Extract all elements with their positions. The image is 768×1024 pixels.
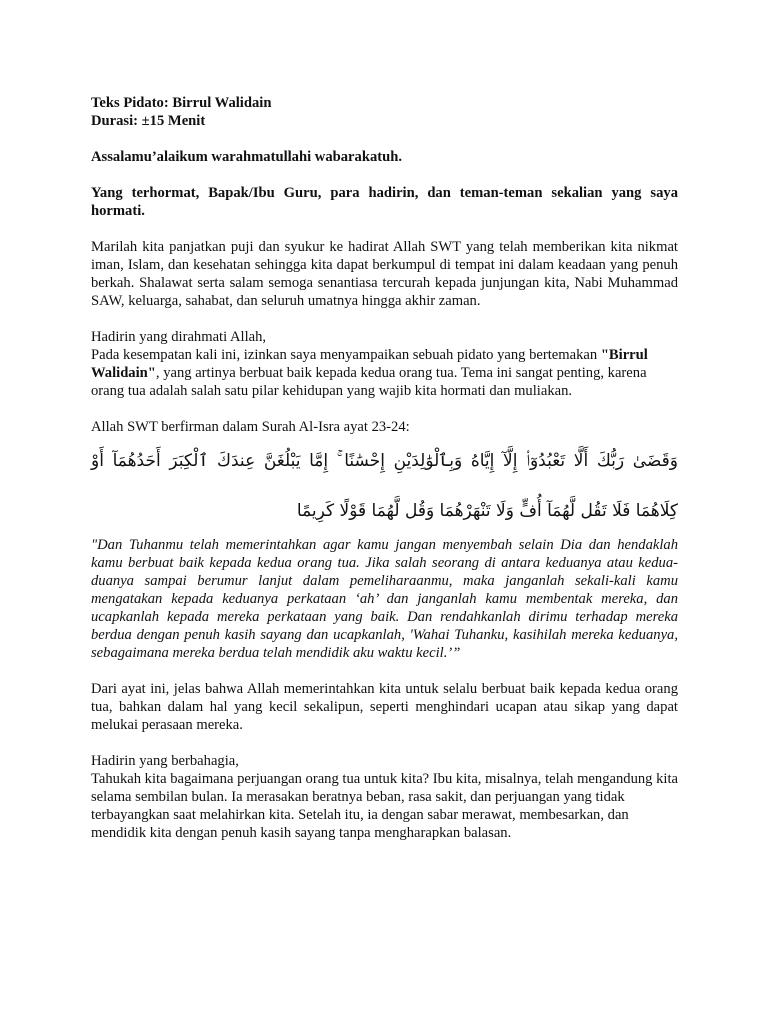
verse-intro: Allah SWT berfirman dalam Surah Al-Isra ayat 23-24: xyxy=(91,419,410,435)
intro-text-after: , yang artinya berbuat baik kepada kedua orang tua. Tema ini sangat penting, karena orang tua adalah salah satu pilar kehidupan yang wajib kita hormati dan muliakan. xyxy=(91,365,647,399)
struggle-address: Hadirin yang berbahagia, xyxy=(91,753,239,769)
opening-paragraph: Marilah kita panjatkan puji dan syukur ke hadirat Allah SWT yang telah memberikan kita nikmat iman, Islam, dan kesehatan sehingga kita dapat berkumpul di tempat ini dalam keadaan yang penuh berkah. Shalawat serta salam semoga senantiasa tercurah kepada junjungan kita, Nabi Muhammad SAW, keluarga, sahabat, dan seluruh umatnya hingga akhir zaman. xyxy=(91,239,678,309)
document-title: Teks Pidato: Birrul Walidain xyxy=(91,95,272,111)
verse-explanation: Dari ayat ini, jelas bahwa Allah memerintahkan kita untuk selalu berbuat baik kepada kedua orang tua, bahkan dalam hal yang kecil sekalipun, seperti menghindari ucapan atau sikap yang dapat melukai perasaan mereka. xyxy=(91,681,678,733)
intro-theme: "Birrul Walidain" xyxy=(91,347,648,381)
document-page xyxy=(91,94,678,842)
verse-translation: "Dan Tuhanmu telah memerintahkan agar kamu jangan menyembah selain Dia dan hendaklah kamu berbuat baik kepada kedua orang tua. Jika salah seorang di antara keduanya atau kedua-duanya sampai berumur lanjut dalam pemeliharaanmu, maka janganlah sekali-kali kamu mengatakan kepada keduanya perkataan ‘ah’ dan janganlah kamu membentak mereka, dan ucapkanlah kepada mereka perkataan yang baik. Dan rendahkanlah dirimu terhadap mereka berdua dengan penuh kasih sayang dan ucapkanlah, 'Wahai Tuhanku, kasihilah mereka keduanya, sebagaimana mereka berdua telah mendidik aku waktu kecil.’” xyxy=(91,537,678,661)
document-duration: Durasi: ±15 Menit xyxy=(91,113,206,129)
intro-text-before: Pada kesempatan kali ini, izinkan saya menyampaikan sebuah pidato yang bertemakan xyxy=(91,347,601,363)
arabic-verse: وَقَضَىٰ رَبُّكَ أَلَّا تَعْبُدُوٓا۟ إِلَّآ إِيَّاهُ وَبِٱلْوَٰلِدَيْنِ إِحْسَٰنًا ۚ إِمَّا يَبْلُغَنَّ عِندَكَ ٱلْكِبَرَ أَحَدُهُمَآ أَوْ كِلَاهُمَا فَلَا تَقُل لَّهُمَآ أُفٍّ وَلَا تَنْهَرْهُمَا وَقُل لَّهُمَا قَوْلًا كَرِيمًا xyxy=(91,451,678,521)
salutation: Yang terhormat, Bapak/Ibu Guru, para hadirin, dan teman-teman sekalian yang saya hormati. xyxy=(91,185,678,219)
intro-paragraph xyxy=(91,346,678,400)
intro-address: Hadirin yang dirahmati Allah, xyxy=(91,329,267,345)
struggle-paragraph: Tahukah kita bagaimana perjuangan orang tua untuk kita? Ibu kita, misalnya, telah mengandung kita selama sembilan bulan. Ia merasakan beratnya beban, rasa sakit, dan perjuangan yang tidak terbayangkan saat melahirkan kita. Setelah itu, ia dengan sabar merawat, membesarkan, dan mendidik kita dengan penuh kasih sayang tanpa mengharapkan balasan. xyxy=(91,771,678,841)
greeting: Assalamu’alaikum warahmatullahi wabarakatuh. xyxy=(91,149,402,165)
